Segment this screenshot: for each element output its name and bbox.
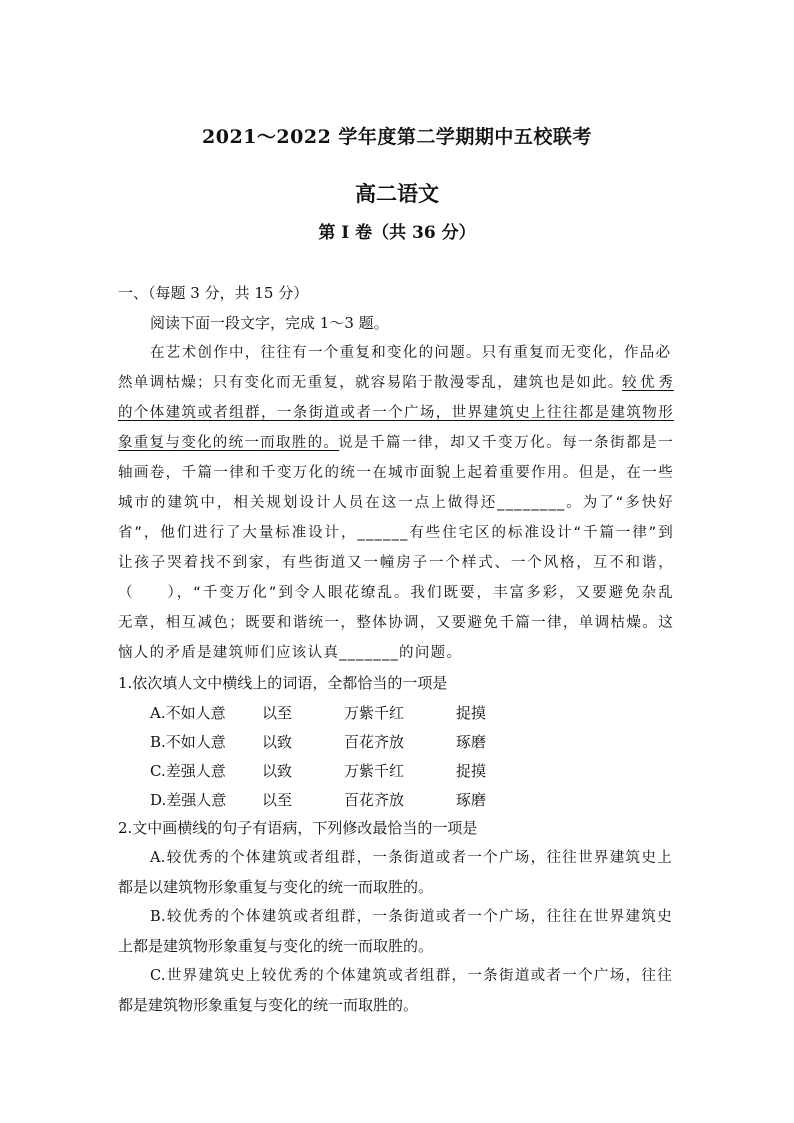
subject-title: 高二语文 bbox=[355, 181, 439, 206]
q2-option-a-line1: A.较优秀的个体建筑或者组群，一条街道或者一个广场，往往世界建筑史上 bbox=[150, 850, 672, 866]
section-instruction: 阅读下面一段文字，完成 1～3 题。 bbox=[150, 314, 389, 332]
q1-option-b-word2: 以致 bbox=[262, 733, 293, 751]
q1-option-b-word4: 琢磨 bbox=[456, 733, 487, 751]
q1-option-c-word2: 以致 bbox=[262, 762, 293, 780]
q2-option-b-line1: B.较优秀的个体建筑或者组群，一条街道或者一个广场，往往在世界建筑史 bbox=[150, 909, 672, 925]
q1-option-d-word1: D.差强人意 bbox=[150, 791, 227, 809]
q1-option-c-word3: 万紫千红 bbox=[344, 762, 405, 780]
q1-option-a-word4: 捉摸 bbox=[456, 704, 487, 722]
passage-underlined-start: 较优秀 bbox=[622, 375, 674, 391]
passage-line-10: 无章，相互减色；既要和谐统一，整体协调，又要避免千篇一律，单调枯燥。这 bbox=[118, 615, 674, 631]
q1-option-a-word3: 万紫千红 bbox=[344, 704, 405, 722]
passage-line-11: 恼人的矛盾是建筑师们应该认真_______的问题。 bbox=[118, 645, 463, 661]
q2-option-a-line2: 都是以建筑物形象重复与变化的统一而取胜的。 bbox=[118, 878, 434, 896]
passage-line-4b: 说是千篇一律，却又千变万化。每一条街都是一 bbox=[338, 435, 674, 451]
q2-option-c-line1: C.世界建筑史上较优秀的个体建筑或者组群，一条街道或者一个广场，往往 bbox=[150, 968, 672, 984]
section-heading: 一、（每题 3 分，共 15 分） bbox=[118, 284, 309, 302]
q1-option-a-word2: 以至 bbox=[262, 704, 293, 722]
exam-title: 2021～2022 学年度第二学期期中五校联考 bbox=[202, 126, 592, 148]
passage-line-5: 轴画卷，千篇一律和千变万化的统一在城市面貌上起着重要作用。但是，在一些 bbox=[118, 465, 674, 481]
passage-line-4a: 象重复与变化的统一而取胜的。 bbox=[118, 435, 340, 451]
question-2-stem: 2.文中画横线的句子有语病，下列修改最恰当的一项是 bbox=[118, 819, 478, 837]
q2-option-c-line2: 都是建筑物形象重复与变化的统一而取胜的。 bbox=[118, 996, 419, 1014]
passage-line-9: （ ），“千变万化”到令人眼花缭乱。我们既要，丰富多彩，又要避免杂乱 bbox=[118, 585, 674, 601]
q1-option-d-word4: 琢磨 bbox=[456, 791, 487, 809]
volume-title: 第 I 卷（共 36 分） bbox=[318, 223, 476, 243]
passage-line-6: 城市的建筑中，相关规划设计人员在这一点上做得还________。为了“多快好 bbox=[118, 495, 674, 511]
passage-line-1: 在艺术创作中，往往有一个重复和变化的问题。只有重复而无变化，作品必 bbox=[150, 345, 672, 361]
passage-line-7: 省”，他们进行了大量标准设计，______有些住宅区的标准设计“千篇一律”到 bbox=[118, 525, 674, 541]
passage-line-2: 然单调枯燥；只有变化而无重复，就容易陷于散漫零乱，建筑也是如此。 bbox=[118, 375, 624, 391]
q1-option-d-word3: 百花齐放 bbox=[344, 791, 405, 809]
q1-option-b-word1: B.不如人意 bbox=[150, 733, 226, 751]
q2-option-b-line2: 上都是建筑物形象重复与变化的统一而取胜的。 bbox=[118, 937, 434, 955]
passage-line-8: 让孩子哭着找不到家，有些街道又一幢房子一个样式、一个风格，互不和谐， bbox=[118, 555, 674, 571]
q1-option-c-word1: C.差强人意 bbox=[150, 762, 226, 780]
q1-option-a-word1: A.不如人意 bbox=[150, 704, 226, 722]
question-1-stem: 1.依次填人文中横线上的词语，全都恰当的一项是 bbox=[118, 674, 448, 692]
q1-option-b-word3: 百花齐放 bbox=[344, 733, 405, 751]
q1-option-c-word4: 捉摸 bbox=[456, 762, 487, 780]
passage-line-3: 的个体建筑或者组群，一条街道或者一个广场，世界建筑史上往往都是建筑物形 bbox=[118, 405, 674, 421]
q1-option-d-word2: 以至 bbox=[262, 791, 293, 809]
